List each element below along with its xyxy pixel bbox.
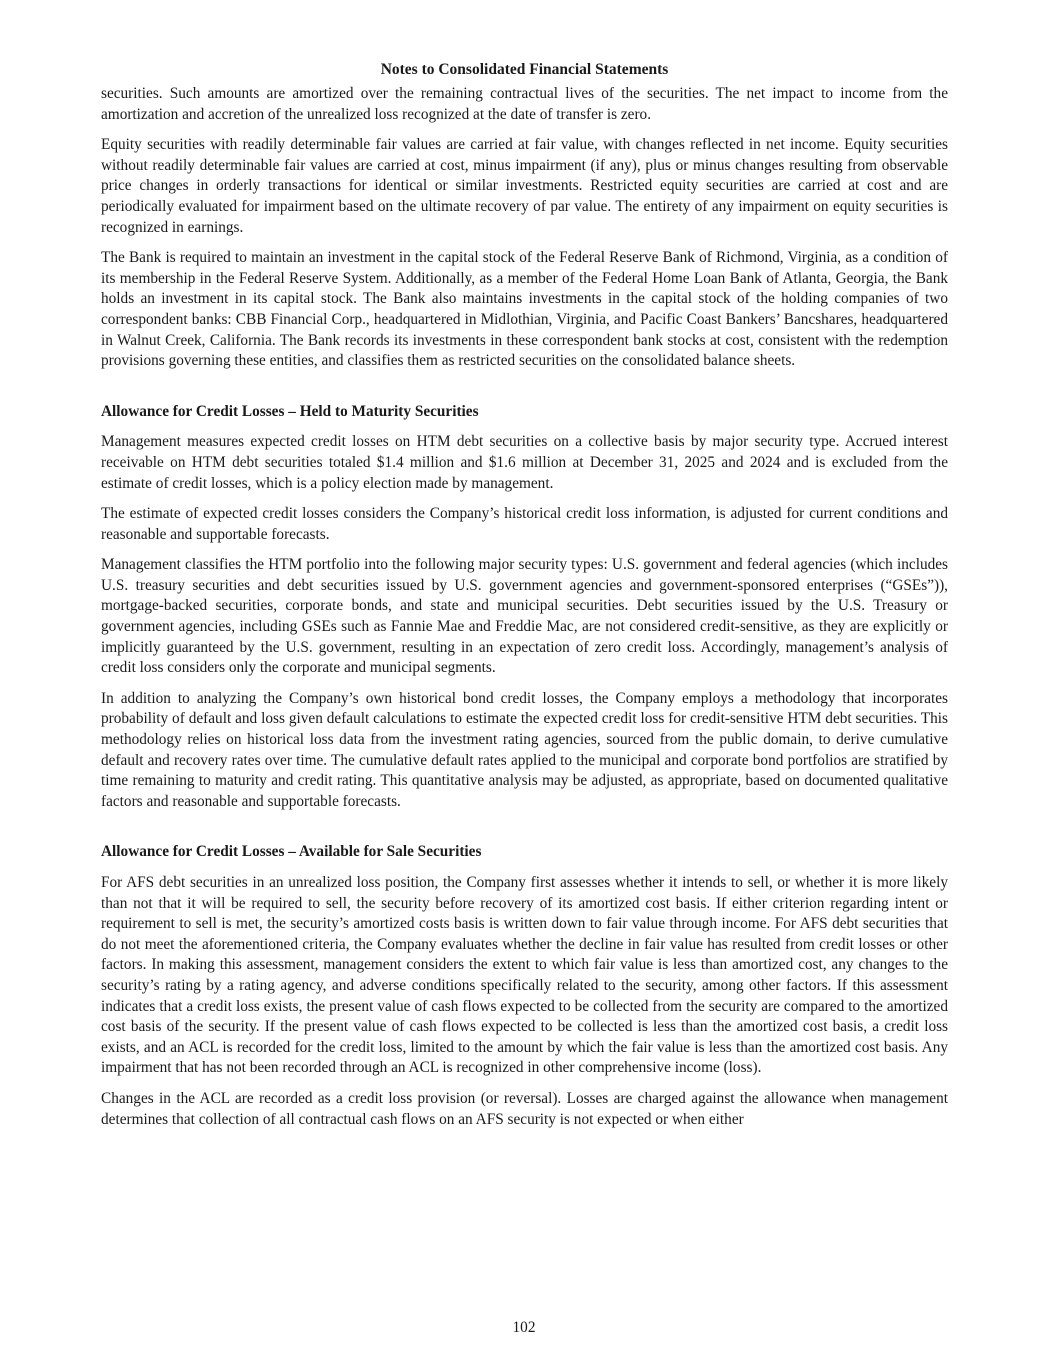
document-page: [101, 60, 948, 1140]
section-heading-afs: Allowance for Credit Losses – Available for Sale Securities: [101, 843, 482, 861]
paragraph-htm-security-types: Management classifies the HTM portfolio into the following major security types: U.S. government and federal agencies (which includes U.S. treasury securities and debt securities issued by U.S. government agencies and government-sponsored enterprises (“GSEs”)), mortgage-backed securities, corporate bonds, and state and municipal securities. Debt securities issued by the U.S. Treasury or government agencies, including GSEs such as Fannie Mae and Freddie Mac, are not considered credit-sensitive, as they are explicitly or implicitly guaranteed by the U.S. government, resulting in an expectation of zero credit loss. Accordingly, management’s analysis of credit loss considers only the corporate and municipal segments.: [101, 556, 948, 677]
section-acl-htm: [101, 402, 948, 813]
page-number: 102: [512, 1319, 536, 1336]
paragraph-htm-estimate: The estimate of expected credit losses considers the Company’s historical credit loss information, is adjusted for current conditions and reasonable and supportable forecasts.: [101, 505, 948, 543]
paragraph-restricted-stock: The Bank is required to maintain an investment in the capital stock of the Federal Reserve Bank of Richmond, Virginia, as a condition of its membership in the Federal Reserve System. Additionally, as a member of the Federal Home Loan Bank of Atlanta, Georgia, the Bank holds an investment in its capital stock. The Bank also maintains investments in the capital stock of the holding companies of two correspondent banks: CBB Financial Corp., headquartered in Midlothian, Virginia, and Pacific Coast Bankers’ Bancshares, headquartered in Walnut Creek, California. The Bank records its investments in these correspondent bank stocks at cost, consistent with the redemption provisions governing these entities, and classifies them as restricted securities on the consolidated balance sheets.: [101, 249, 948, 370]
paragraph-htm-methodology: In addition to analyzing the Company’s own historical bond credit losses, the Company employs a methodology that incorporates probability of default and loss given default calculations to estimate the expected credit loss for credit-sensitive HTM debt securities. This methodology relies on historical loss data from the investment rating agencies, sourced from the public domain, to derive cumulative default and recovery rates over time. The cumulative default rates applied to the municipal and corporate bond portfolios are stratified by time remaining to maturity and credit rating. This quantitative analysis may be adjusted, as appropriate, based on documented qualitative factors and reasonable and supportable forecasts.: [101, 689, 948, 810]
section-acl-afs: [101, 842, 948, 1130]
paragraph-afs-changes: Changes in the ACL are recorded as a credit loss provision (or reversal). Losses are charged against the allowance when management determines that collection of all contractual cash flows on an AFS security is not expected or when either: [101, 1089, 948, 1128]
section-heading-htm: Allowance for Credit Losses – Held to Maturity Securities: [101, 402, 479, 420]
paragraph-afs-assessment: For AFS debt securities in an unrealized loss position, the Company first assesses whether it intends to sell, or whether it is more likely than not that it will be required to sell, the security before recovery of its amortized cost basis. If either criterion regarding intent or requirement to sell is met, the security’s amortized costs basis is written down to fair value through income. For AFS debt securities that do not meet the aforementioned criteria, the Company evaluates whether the decline in fair value has resulted from credit losses or other factors. In making this assessment, management considers the extent to which fair value is less than amortized cost, any changes to the security’s rating by a rating agency, and adverse conditions specifically related to the security, among other factors. If this assessment indicates that a credit loss exists, the present value of cash flows expected to be collected from the security are compared to the amortized cost basis of the security. If the present value of cash flows expected to be collected is less than the amortized cost basis, a credit loss exists, and an ACL is recorded for the credit loss, limited to the amount by which the fair value is less than the amortized cost basis. Any impairment that has not been recorded through an ACL is recognized in other comprehensive income (loss).: [101, 874, 948, 1077]
paragraph-htm-collective-basis: Management measures expected credit losses on HTM debt securities on a collective basis by major security type. Accrued interest receivable on HTM debt securities totaled $1.4 million and $1.6 million at December 31, 2025 and 2024 and is excluded from the estimate of credit losses, which is a policy election made by management.: [101, 433, 948, 492]
page-title: Notes to Consolidated Financial Statements: [380, 61, 669, 78]
paragraph-equity-securities: Equity securities with readily determinable fair values are carried at fair value, with changes reflected in net income. Equity securities without readily determinable fair values are carried at cost, minus impairment (if any), plus or minus changes resulting from observable price changes in orderly transactions for identical or similar investments. Restricted equity securities are carried at cost and are periodically evaluated for impairment based on the ultimate recovery of par value. The entirety of any impairment on equity securities is recognized in earnings.: [101, 136, 948, 236]
paragraph-transfer-amortization: securities. Such amounts are amortized over the remaining contractual lives of the securities. The net impact to income from the amortization and accretion of the unrealized loss recognized at the date of transfer is zero.: [101, 85, 948, 123]
